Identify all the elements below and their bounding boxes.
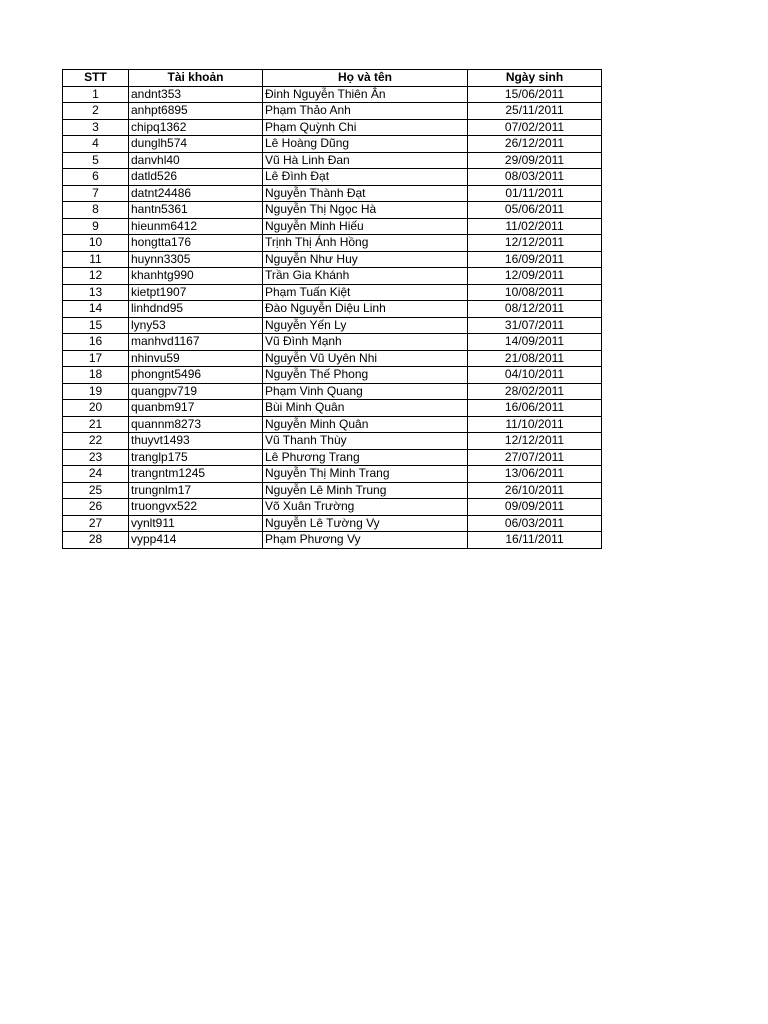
cell-date-of-birth: 10/08/2011	[468, 284, 602, 301]
cell-full-name: Nguyễn Minh Quân	[263, 416, 468, 433]
table-row	[63, 251, 602, 268]
cell-full-name: Bùi Minh Quân	[263, 400, 468, 417]
cell-date-of-birth: 26/10/2011	[468, 482, 602, 499]
header-stt: STT	[63, 70, 129, 87]
cell-stt: 9	[63, 218, 129, 235]
cell-stt: 26	[63, 499, 129, 516]
cell-full-name: Đào Nguyễn Diệu Linh	[263, 301, 468, 318]
table-row	[63, 350, 602, 367]
header-full-name: Họ và tên	[263, 70, 468, 87]
cell-date-of-birth: 11/10/2011	[468, 416, 602, 433]
cell-date-of-birth: 14/09/2011	[468, 334, 602, 351]
cell-account: huynn3305	[129, 251, 263, 268]
cell-account: nhinvu59	[129, 350, 263, 367]
cell-full-name: Phạm Thảo Anh	[263, 103, 468, 120]
cell-date-of-birth: 12/12/2011	[468, 433, 602, 450]
table-row	[63, 119, 602, 136]
cell-stt: 14	[63, 301, 129, 318]
header-account: Tài khoản	[129, 70, 263, 87]
cell-stt: 24	[63, 466, 129, 483]
cell-date-of-birth: 01/11/2011	[468, 185, 602, 202]
cell-account: anhpt6895	[129, 103, 263, 120]
table-row	[63, 482, 602, 499]
header-date-of-birth: Ngày sinh	[468, 70, 602, 87]
cell-full-name: Nguyễn Yến Ly	[263, 317, 468, 334]
cell-date-of-birth: 16/11/2011	[468, 532, 602, 549]
table-row	[63, 383, 602, 400]
cell-full-name: Võ Xuân Trường	[263, 499, 468, 516]
cell-date-of-birth: 13/06/2011	[468, 466, 602, 483]
cell-account: trangntm1245	[129, 466, 263, 483]
cell-account: tranglp175	[129, 449, 263, 466]
cell-stt: 23	[63, 449, 129, 466]
cell-full-name: Đinh Nguyễn Thiên Ân	[263, 86, 468, 103]
cell-account: linhdnd95	[129, 301, 263, 318]
cell-account: hieunm6412	[129, 218, 263, 235]
table-row	[63, 334, 602, 351]
cell-date-of-birth: 31/07/2011	[468, 317, 602, 334]
cell-stt: 21	[63, 416, 129, 433]
cell-account: chipq1362	[129, 119, 263, 136]
cell-date-of-birth: 07/02/2011	[468, 119, 602, 136]
cell-account: truongvx522	[129, 499, 263, 516]
cell-account: hongtta176	[129, 235, 263, 252]
cell-full-name: Phạm Vinh Quang	[263, 383, 468, 400]
cell-full-name: Trịnh Thị Ánh Hồng	[263, 235, 468, 252]
cell-account: vypp414	[129, 532, 263, 549]
table-body	[63, 86, 602, 548]
cell-stt: 16	[63, 334, 129, 351]
table-row	[63, 449, 602, 466]
cell-date-of-birth: 27/07/2011	[468, 449, 602, 466]
table-row	[63, 152, 602, 169]
cell-date-of-birth: 29/09/2011	[468, 152, 602, 169]
cell-full-name: Nguyễn Minh Hiếu	[263, 218, 468, 235]
cell-stt: 25	[63, 482, 129, 499]
cell-stt: 17	[63, 350, 129, 367]
cell-stt: 19	[63, 383, 129, 400]
table-row	[63, 301, 602, 318]
cell-account: kietpt1907	[129, 284, 263, 301]
cell-account: andnt353	[129, 86, 263, 103]
cell-account: thuyvt1493	[129, 433, 263, 450]
cell-account: quanbm917	[129, 400, 263, 417]
cell-date-of-birth: 12/12/2011	[468, 235, 602, 252]
cell-full-name: Trần Gia Khánh	[263, 268, 468, 285]
table-row	[63, 218, 602, 235]
cell-stt: 4	[63, 136, 129, 153]
cell-stt: 13	[63, 284, 129, 301]
table-row	[63, 433, 602, 450]
cell-full-name: Vũ Thanh Thùy	[263, 433, 468, 450]
cell-account: khanhtg990	[129, 268, 263, 285]
cell-date-of-birth: 11/02/2011	[468, 218, 602, 235]
cell-stt: 6	[63, 169, 129, 186]
cell-account: datnt24486	[129, 185, 263, 202]
table-row	[63, 367, 602, 384]
table-row	[63, 532, 602, 549]
cell-date-of-birth: 25/11/2011	[468, 103, 602, 120]
cell-date-of-birth: 26/12/2011	[468, 136, 602, 153]
table-row	[63, 317, 602, 334]
cell-account: dunglh574	[129, 136, 263, 153]
cell-account: vynlt911	[129, 515, 263, 532]
cell-account: hantn5361	[129, 202, 263, 219]
cell-full-name: Nguyễn Thế Phong	[263, 367, 468, 384]
cell-full-name: Vũ Đình Mạnh	[263, 334, 468, 351]
cell-full-name: Nguyễn Lê Minh Trung	[263, 482, 468, 499]
table-row	[63, 86, 602, 103]
table-row	[63, 515, 602, 532]
cell-account: quannm8273	[129, 416, 263, 433]
cell-full-name: Vũ Hà Linh Đan	[263, 152, 468, 169]
cell-full-name: Nguyễn Như Huy	[263, 251, 468, 268]
cell-full-name: Nguyễn Thị Minh Trang	[263, 466, 468, 483]
cell-account: phongnt5496	[129, 367, 263, 384]
cell-date-of-birth: 21/08/2011	[468, 350, 602, 367]
table-row	[63, 235, 602, 252]
cell-date-of-birth: 08/12/2011	[468, 301, 602, 318]
cell-date-of-birth: 06/03/2011	[468, 515, 602, 532]
table-row	[63, 400, 602, 417]
table-header-row	[63, 70, 602, 87]
cell-stt: 7	[63, 185, 129, 202]
cell-full-name: Phạm Phương Vy	[263, 532, 468, 549]
cell-date-of-birth: 09/09/2011	[468, 499, 602, 516]
cell-stt: 20	[63, 400, 129, 417]
table-row	[63, 416, 602, 433]
cell-stt: 28	[63, 532, 129, 549]
cell-stt: 5	[63, 152, 129, 169]
cell-account: danvhl40	[129, 152, 263, 169]
cell-stt: 27	[63, 515, 129, 532]
cell-date-of-birth: 05/06/2011	[468, 202, 602, 219]
table-row	[63, 185, 602, 202]
cell-account: lyny53	[129, 317, 263, 334]
cell-stt: 18	[63, 367, 129, 384]
cell-full-name: Phạm Tuấn Kiệt	[263, 284, 468, 301]
student-table	[62, 69, 602, 549]
table-row	[63, 169, 602, 186]
cell-stt: 2	[63, 103, 129, 120]
cell-date-of-birth: 16/06/2011	[468, 400, 602, 417]
cell-date-of-birth: 16/09/2011	[468, 251, 602, 268]
cell-stt: 8	[63, 202, 129, 219]
cell-date-of-birth: 08/03/2011	[468, 169, 602, 186]
cell-stt: 1	[63, 86, 129, 103]
cell-full-name: Nguyễn Lê Tường Vy	[263, 515, 468, 532]
cell-date-of-birth: 12/09/2011	[468, 268, 602, 285]
cell-stt: 10	[63, 235, 129, 252]
table-row	[63, 103, 602, 120]
cell-account: datld526	[129, 169, 263, 186]
table-row	[63, 268, 602, 285]
table-row	[63, 136, 602, 153]
table-row	[63, 284, 602, 301]
table-row	[63, 499, 602, 516]
cell-account: quangpv719	[129, 383, 263, 400]
cell-stt: 15	[63, 317, 129, 334]
cell-full-name: Phạm Quỳnh Chi	[263, 119, 468, 136]
cell-full-name: Lê Phương Trang	[263, 449, 468, 466]
cell-stt: 11	[63, 251, 129, 268]
table-row	[63, 466, 602, 483]
cell-stt: 12	[63, 268, 129, 285]
cell-date-of-birth: 04/10/2011	[468, 367, 602, 384]
cell-stt: 22	[63, 433, 129, 450]
cell-date-of-birth: 15/06/2011	[468, 86, 602, 103]
cell-account: trungnlm17	[129, 482, 263, 499]
cell-full-name: Nguyễn Thị Ngọc Hà	[263, 202, 468, 219]
cell-full-name: Nguyễn Thành Đạt	[263, 185, 468, 202]
cell-stt: 3	[63, 119, 129, 136]
table-row	[63, 202, 602, 219]
cell-full-name: Lê Đình Đạt	[263, 169, 468, 186]
cell-full-name: Lê Hoàng Dũng	[263, 136, 468, 153]
cell-date-of-birth: 28/02/2011	[468, 383, 602, 400]
cell-full-name: Nguyễn Vũ Uyên Nhi	[263, 350, 468, 367]
cell-account: manhvd1167	[129, 334, 263, 351]
